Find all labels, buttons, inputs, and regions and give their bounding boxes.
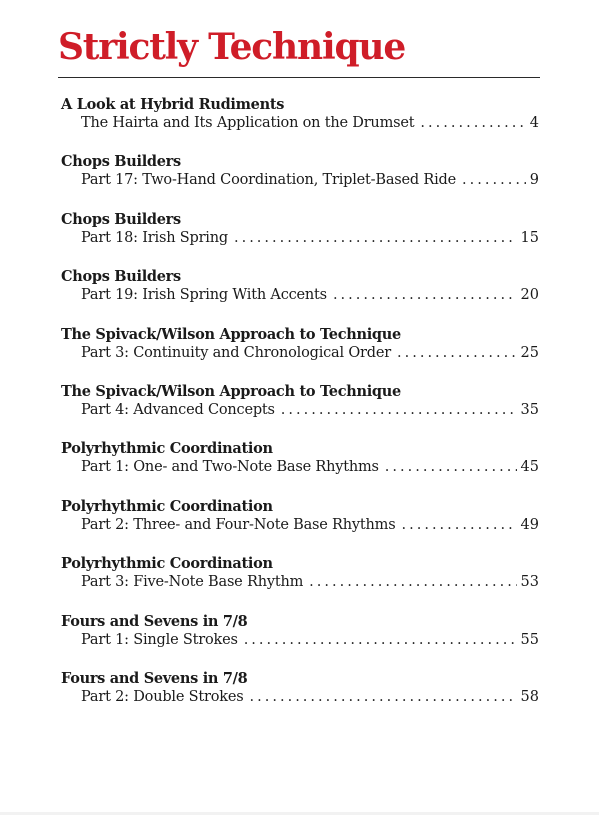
toc-entry-subtitle: Part 2: Three- and Four-Note Base Rhythms <box>81 516 396 533</box>
dot-leader <box>244 631 517 650</box>
toc-entry-subtitle: Part 1: One- and Two-Note Base Rhythms <box>81 459 379 476</box>
dot-leader <box>385 458 517 477</box>
toc-entry-page-number: 45 <box>520 459 539 476</box>
toc-entry-heading: Fours and Sevens in 7/8 <box>61 612 248 630</box>
toc-entry-heading: The Spivack/Wilson Approach to Technique <box>61 382 401 400</box>
toc-entry-line <box>81 286 539 305</box>
toc-entry[interactable] <box>61 152 539 209</box>
toc-entry[interactable] <box>61 325 539 382</box>
dot-leader <box>249 688 516 707</box>
dot-leader <box>397 344 517 363</box>
toc-entry[interactable] <box>61 439 539 496</box>
toc-entry-heading: A Look at Hybrid Rudiments <box>61 96 285 113</box>
dot-leader <box>281 401 517 420</box>
toc-entry-page-number: 25 <box>520 344 539 361</box>
toc-entry-subtitle: Part 3: Continuity and Chronological Order <box>81 344 391 361</box>
toc-entry-subtitle: Part 3: Five-Note Base Rhythm <box>81 574 304 591</box>
toc-entry-page-number: 20 <box>520 287 539 304</box>
toc-entry-line <box>81 229 539 248</box>
toc-entry-line <box>81 171 539 190</box>
toc-entry-subtitle: Part 18: Irish Spring <box>81 229 228 246</box>
dot-leader <box>462 171 526 190</box>
toc-entry[interactable] <box>61 210 539 267</box>
toc-entry[interactable] <box>61 267 539 324</box>
toc-entry-line <box>81 573 539 592</box>
toc-entry-subtitle: Part 2: Double Strokes <box>81 688 244 705</box>
toc-entry-line <box>81 114 539 133</box>
toc-entry-line <box>81 631 539 650</box>
toc-entry[interactable] <box>61 382 539 439</box>
toc-entry-heading: Chops Builders <box>61 210 181 228</box>
toc-entry[interactable] <box>61 554 539 611</box>
toc-entry[interactable] <box>61 497 539 554</box>
toc-entry-page-number: 49 <box>520 516 539 533</box>
toc-entry-page-number: 9 <box>529 172 539 189</box>
toc-entry-page-number: 15 <box>520 229 539 246</box>
toc-entry-heading: Fours and Sevens in 7/8 <box>61 669 248 687</box>
toc-entry-subtitle: Part 4: Advanced Concepts <box>81 401 275 418</box>
toc-entry-page-number: 35 <box>520 401 539 418</box>
dot-leader <box>420 114 525 133</box>
dot-leader <box>401 516 516 535</box>
toc-entry-subtitle: Part 17: Two-Hand Coordination, Triplet-Based Ride <box>81 172 457 189</box>
toc-entry-heading: Polyrhythmic Coordination <box>61 555 273 573</box>
toc-entry-heading: Polyrhythmic Coordination <box>61 497 273 515</box>
toc-entry[interactable] <box>61 612 539 669</box>
dot-leader <box>333 286 517 305</box>
toc-entry-line <box>81 344 539 363</box>
toc-entry-heading: Chops Builders <box>61 268 181 286</box>
toc-entry-heading: Chops Builders <box>61 153 181 171</box>
toc-entry-line <box>81 516 539 535</box>
toc-entry-page-number: 53 <box>520 574 539 591</box>
toc-entry-line <box>81 401 539 420</box>
toc-entry-subtitle: Part 19: Irish Spring With Accents <box>81 287 327 304</box>
dot-leader <box>309 573 516 592</box>
toc-entry-page-number: 4 <box>529 115 539 131</box>
page-title: Strictly Technique <box>58 26 406 68</box>
title-divider <box>58 77 540 78</box>
toc-entry-line <box>81 688 539 707</box>
toc-entry[interactable] <box>61 95 539 152</box>
toc-entry-subtitle: The Hairta and Its Application on the Drumset <box>81 115 415 131</box>
toc-entry-page-number: 58 <box>520 688 539 705</box>
toc-entry-heading: The Spivack/Wilson Approach to Technique <box>61 325 401 343</box>
dot-leader <box>234 229 517 248</box>
toc-entry-page-number: 55 <box>520 631 539 648</box>
toc-entry-subtitle: Part 1: Single Strokes <box>81 631 238 648</box>
toc-entry[interactable] <box>61 669 539 726</box>
table-of-contents <box>61 95 539 726</box>
toc-entry-line <box>81 458 539 477</box>
toc-entry-heading: Polyrhythmic Coordination <box>61 440 273 458</box>
